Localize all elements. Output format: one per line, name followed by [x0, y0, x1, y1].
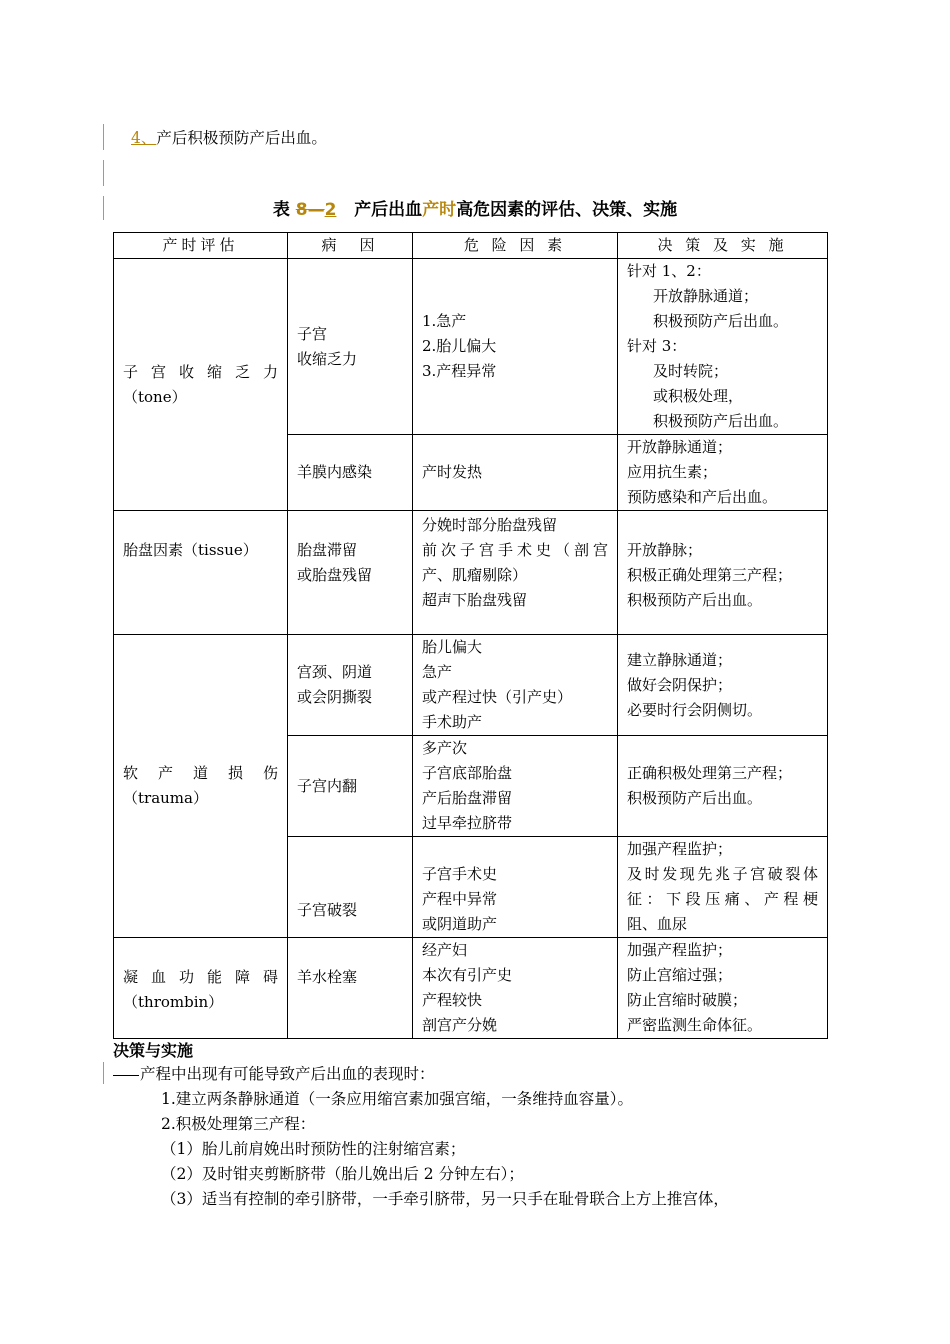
decision-rupture: [618, 837, 828, 938]
risk-line: 分娩时部分胎盘残留: [422, 516, 558, 534]
eval-tissue: 胎盘因素（tissue）: [114, 511, 288, 635]
cause-laceration: 宫颈、阴道 或会阴撕裂: [288, 635, 413, 736]
section-item: 1.建立两条静脉通道（一条应用缩宫素加强宫缩，一条维持血容量）。: [161, 1090, 634, 1108]
intro-text: 产后积极预防产后出血。: [156, 129, 327, 147]
header-decision: 决 策 及 实 施: [618, 233, 828, 259]
section-lead: [113, 1062, 435, 1087]
table-row: [114, 635, 828, 736]
risk-table: [113, 232, 828, 1039]
decision-line: 及时转院；: [653, 362, 729, 380]
caption-dash: —: [307, 200, 325, 220]
caption-title-b: 高危因素的评估、决策、实施: [456, 200, 678, 220]
decision-line: 及时发现先兆子宫破裂体: [627, 865, 818, 883]
section-item: （2）及时钳夹剪断脐带（胎儿娩出后 2 分钟左右）；: [161, 1165, 524, 1183]
cause-placenta: 胎盘滞留 或胎盘残留: [288, 511, 413, 635]
table-row: [114, 259, 828, 435]
revision-bar: [103, 124, 104, 150]
risk-line: 前次子宫手术史（剖宫: [422, 541, 608, 559]
header-cause: 病 因: [288, 233, 413, 259]
decision-line: 征：下段压痛、产程梗: [627, 890, 818, 908]
eval-tone: 子宫收缩乏力: [123, 362, 278, 381]
eval-tone-en: （tone）: [123, 387, 187, 406]
section-item: 2.积极处理第三产程：: [161, 1115, 316, 1133]
section-item: （3）适当有控制的牵引脐带，一手牵引脐带，另一只手在耻骨联合上方上推宫体，: [161, 1190, 729, 1208]
table-row: [114, 938, 828, 1039]
decision-line: 积极预防产后出血。: [653, 312, 789, 330]
decision-infection: 开放静脉通道； 应用抗生素； 预防感染和产后出血。: [618, 435, 828, 511]
decision-line: 针对 3：: [627, 337, 687, 355]
decision-placenta: 开放静脉； 积极正确处理第三产程； 积极预防产后出血。: [618, 511, 828, 635]
header-risk: 危 险 因 素: [413, 233, 618, 259]
eval-thrombin-cell: [114, 938, 288, 1039]
caption-prefix: 表: [272, 200, 290, 220]
table-caption: [0, 197, 950, 223]
cause-infection: 羊膜内感染: [288, 435, 413, 511]
decision-laceration: 建立静脉通道； 做好会阴保护； 必要时行会阴侧切。: [618, 635, 828, 736]
decision-contraction: [618, 259, 828, 435]
eval-thrombin-en: （thrombin）: [123, 993, 224, 1011]
decision-inversion: 正确积极处理第三产程； 积极预防产后出血。: [618, 736, 828, 837]
decision-line: 阻、血尿: [627, 915, 688, 933]
caption-deleted-number: 8: [295, 200, 308, 220]
eval-thrombin: 凝血功能障碍: [123, 968, 278, 986]
risk-inversion: 多产次 子宫底部胎盘 产后胎盘滞留 过早牵拉脐带: [413, 736, 618, 837]
caption-title-a: 产后出血: [354, 200, 423, 220]
decision-line: 或积极处理，: [653, 387, 744, 405]
risk-line: 超声下胎盘残留: [422, 591, 528, 609]
risk-line: 产、肌瘤剔除）: [422, 566, 528, 584]
table-row: [114, 511, 828, 635]
decision-line: 积极预防产后出血。: [653, 412, 789, 430]
risk-placenta: [413, 511, 618, 635]
eval-trauma: 软产道损伤: [123, 764, 278, 782]
table-header-row: [114, 233, 828, 259]
section-item: （1）胎儿前肩娩出时预防性的注射缩宫素；: [161, 1140, 466, 1158]
eval-tone-cell: [114, 259, 288, 511]
intro-line: [131, 126, 327, 151]
caption-inserted-number: 2: [324, 200, 337, 220]
dash-mark: [113, 1075, 139, 1076]
cause-embolism: 羊水栓塞: [288, 938, 413, 1039]
revision-bar: [103, 1062, 104, 1084]
header-assessment: 产时评估: [114, 233, 288, 259]
risk-laceration: 胎儿偏大 急产 或产程过快（引产史） 手术助产: [413, 635, 618, 736]
decision-line: 开放静脉通道；: [653, 287, 759, 305]
cause-rupture: 子宫破裂: [288, 837, 413, 938]
section-lead-text: 产程中出现有可能导致产后出血的表现时：: [140, 1065, 435, 1083]
cause-inversion: 子宫内翻: [288, 736, 413, 837]
cause-contraction: 子宫 收缩乏力: [288, 259, 413, 435]
revision-bar: [103, 160, 104, 186]
section-title: 决策与实施: [113, 1041, 194, 1060]
risk-embolism: 经产妇 本次有引产史 产程较快 剖宫产分娩: [413, 938, 618, 1039]
risk-contraction: 1.急产 2.胎儿偏大 3.产程异常: [413, 259, 618, 435]
risk-infection: 产时发热: [413, 435, 618, 511]
risk-rupture: 子宫手术史 产程中异常 或阴道助产: [413, 837, 618, 938]
intro-number: 4、: [131, 129, 157, 147]
eval-trauma-cell: [114, 635, 288, 938]
decision-embolism: 加强产程监护； 防止宫缩过强； 防止宫缩时破膜； 严密监测生命体征。: [618, 938, 828, 1039]
eval-trauma-en: （trauma）: [123, 789, 208, 807]
caption-title-inserted: 产时: [422, 200, 457, 220]
decision-line: 加强产程监护；: [627, 840, 733, 858]
decision-line: 针对 1、2：: [627, 262, 711, 280]
